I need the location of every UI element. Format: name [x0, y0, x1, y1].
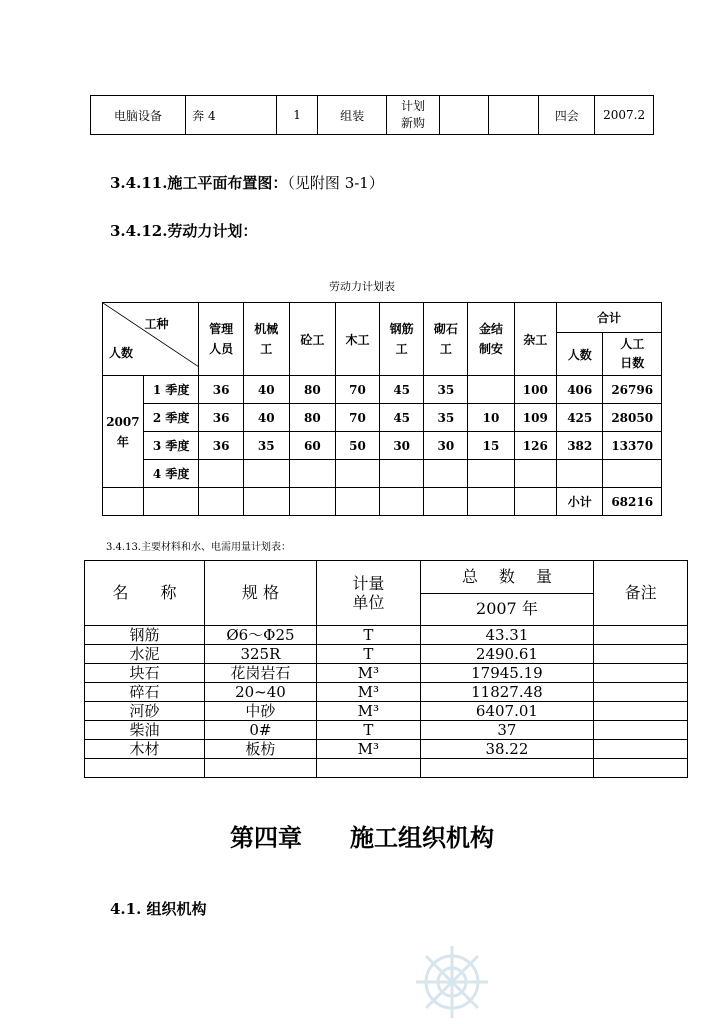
mat-cell: 花岗岩石 — [204, 664, 316, 683]
labor-col-header: 金结 制安 — [468, 303, 514, 376]
mat-cell: 柴油 — [85, 721, 205, 740]
mat-row — [85, 702, 688, 721]
mat-cell: T — [316, 721, 420, 740]
mat-header-unit: 计量 单位 — [316, 561, 420, 626]
labor-cell: 80 — [289, 376, 335, 404]
equip-cell: 计划 新购 — [387, 96, 439, 135]
labor-cell — [335, 488, 379, 516]
mat-cell: 河砂 — [85, 702, 205, 721]
labor-cell: 10 — [468, 404, 514, 432]
labor-cell: 70 — [335, 404, 379, 432]
labor-row — [103, 376, 662, 404]
mat-header-remark: 备注 — [594, 561, 688, 626]
labor-cell: 109 — [514, 404, 556, 432]
labor-col-header: 砌石 工 — [424, 303, 468, 376]
mat-cell: Ø6～Φ25 — [204, 626, 316, 645]
mat-cell: 38.22 — [420, 740, 593, 759]
labor-cell — [557, 460, 603, 488]
mat-cell: M³ — [316, 740, 420, 759]
labor-col-header: 管理 人员 — [199, 303, 243, 376]
equipment-row — [91, 96, 654, 135]
mat-cell: 木材 — [85, 740, 205, 759]
labor-cell: 45 — [380, 404, 424, 432]
labor-table-title: 劳动力计划表 — [329, 280, 395, 293]
chapter-title — [0, 818, 724, 853]
corner-bottom-label: 人数 — [109, 346, 134, 360]
labor-cell — [380, 488, 424, 516]
mat-cell: T — [316, 626, 420, 645]
labor-cell: 126 — [514, 432, 556, 460]
mat-row — [85, 626, 688, 645]
labor-row — [103, 404, 662, 432]
mat-cell — [85, 759, 205, 778]
mat-cell — [594, 721, 688, 740]
labor-col-header: 砼工 — [289, 303, 335, 376]
labor-year-cell: 2007 年 — [103, 376, 144, 488]
labor-cell: 35 — [424, 376, 468, 404]
mat-cell: T — [316, 645, 420, 664]
labor-subtotal-value: 68216 — [603, 488, 662, 516]
labor-cell: 40 — [243, 376, 289, 404]
labor-cell: 50 — [335, 432, 379, 460]
equip-cell: 四会 — [539, 96, 595, 135]
mat-cell: 0# — [204, 721, 316, 740]
mat-cell — [594, 626, 688, 645]
mat-cell: 块石 — [85, 664, 205, 683]
labor-row — [103, 432, 662, 460]
mat-cell: 中砂 — [204, 702, 316, 721]
equip-cell: 电脑设备 — [91, 96, 186, 135]
labor-cell — [424, 460, 468, 488]
labor-cell — [468, 460, 514, 488]
labor-cell: 36 — [199, 404, 243, 432]
mat-row — [85, 740, 688, 759]
equip-cell: 1 — [277, 96, 317, 135]
equip-cell — [439, 96, 489, 135]
heading-site-layout — [110, 172, 384, 193]
labor-cell — [199, 488, 243, 516]
labor-cell: 60 — [289, 432, 335, 460]
mat-cell: 2490.61 — [420, 645, 593, 664]
labor-subtotal-row — [103, 488, 662, 516]
mat-cell — [420, 759, 593, 778]
mat-row — [85, 759, 688, 778]
heading-labor-plan: 3.4.12.劳动力计划： — [110, 222, 258, 240]
labor-cell — [468, 488, 514, 516]
labor-total-header: 人工 日数 — [603, 333, 662, 376]
mat-row — [85, 645, 688, 664]
labor-cell — [243, 460, 289, 488]
labor-cell: 35 — [424, 404, 468, 432]
labor-cell: 30 — [380, 432, 424, 460]
labor-cell: 70 — [335, 376, 379, 404]
labor-row — [103, 460, 662, 488]
equip-cell — [489, 96, 539, 135]
mat-row — [85, 664, 688, 683]
equip-cell: 奔 4 — [186, 96, 277, 135]
labor-cell — [103, 488, 144, 516]
labor-cell: 100 — [514, 376, 556, 404]
mat-cell — [594, 702, 688, 721]
mat-cell — [594, 664, 688, 683]
labor-cell — [514, 460, 556, 488]
labor-cell: 26796 — [603, 376, 662, 404]
mat-header-spec: 规 格 — [204, 561, 316, 626]
watermark-snowflake-icon — [410, 940, 494, 1024]
labor-row-label: 2 季度 — [143, 404, 199, 432]
labor-cell: 13370 — [603, 432, 662, 460]
labor-cell: 35 — [243, 432, 289, 460]
mat-row — [85, 721, 688, 740]
labor-cell: 36 — [199, 432, 243, 460]
materials-table-title: 3.4.13.主要材料和水、电需用量计划表： — [106, 542, 291, 553]
mat-cell: M³ — [316, 664, 420, 683]
mat-cell: M³ — [316, 702, 420, 721]
mat-cell: 11827.48 — [420, 683, 593, 702]
mat-header-year: 2007 年 — [420, 593, 593, 626]
heading-text: 3.4.11.施工平面布置图： — [110, 174, 288, 192]
mat-cell: M³ — [316, 683, 420, 702]
labor-cell: 45 — [380, 376, 424, 404]
labor-total-group-header: 合计 — [557, 303, 662, 333]
labor-row-label: 1 季度 — [143, 376, 199, 404]
labor-cell — [424, 488, 468, 516]
labor-cell: 28050 — [603, 404, 662, 432]
mat-header-total: 总 数 量 — [420, 561, 593, 594]
mat-cell — [316, 759, 420, 778]
labor-cell — [289, 488, 335, 516]
mat-cell: 325R — [204, 645, 316, 664]
mat-cell — [594, 740, 688, 759]
equip-cell: 2007.2 — [595, 96, 654, 135]
mat-cell: 37 — [420, 721, 593, 740]
mat-cell: 碎石 — [85, 683, 205, 702]
labor-cell: 15 — [468, 432, 514, 460]
mat-cell: 20~40 — [204, 683, 316, 702]
corner-top-label: 工种 — [144, 317, 169, 331]
mat-cell: 钢筋 — [85, 626, 205, 645]
mat-row — [85, 683, 688, 702]
labor-cell: 425 — [557, 404, 603, 432]
mat-cell: 6407.01 — [420, 702, 593, 721]
chapter-number: 第四章 — [230, 823, 302, 852]
labor-subtotal-label: 小计 — [557, 488, 603, 516]
labor-cell: 406 — [557, 376, 603, 404]
labor-cell — [603, 460, 662, 488]
labor-cell — [514, 488, 556, 516]
labor-cell — [243, 488, 289, 516]
equip-cell: 组装 — [317, 96, 387, 135]
heading-note: （见附图 3-1） — [287, 174, 384, 192]
chapter-name: 施工组织机构 — [350, 823, 494, 852]
mat-cell — [594, 683, 688, 702]
mat-cell: 17945.19 — [420, 664, 593, 683]
labor-col-header: 木工 — [335, 303, 379, 376]
mat-cell: 43.31 — [420, 626, 593, 645]
materials-table — [84, 560, 688, 778]
labor-col-header: 杂工 — [514, 303, 556, 376]
labor-row-label: 4 季度 — [143, 460, 199, 488]
labor-cell — [199, 460, 243, 488]
mat-cell: 板枋 — [204, 740, 316, 759]
labor-cell — [468, 376, 514, 404]
labor-cell: 382 — [557, 432, 603, 460]
labor-cell — [289, 460, 335, 488]
labor-col-header: 钢筋 工 — [380, 303, 424, 376]
labor-col-header: 机械 工 — [243, 303, 289, 376]
mat-cell: 水泥 — [85, 645, 205, 664]
mat-cell — [594, 645, 688, 664]
labor-cell: 36 — [199, 376, 243, 404]
labor-cell — [380, 460, 424, 488]
mat-cell — [594, 759, 688, 778]
labor-cell: 30 — [424, 432, 468, 460]
equipment-table — [90, 95, 654, 135]
labor-row-label: 3 季度 — [143, 432, 199, 460]
labor-cell: 80 — [289, 404, 335, 432]
labor-cell: 40 — [243, 404, 289, 432]
mat-header-name: 名 称 — [85, 561, 205, 626]
labor-table — [102, 302, 662, 516]
mat-cell — [204, 759, 316, 778]
labor-cell — [335, 460, 379, 488]
labor-corner-cell — [103, 303, 199, 376]
labor-cell — [143, 488, 199, 516]
section-heading: 4.1. 组织机构 — [110, 900, 207, 918]
labor-total-header: 人数 — [557, 333, 603, 376]
